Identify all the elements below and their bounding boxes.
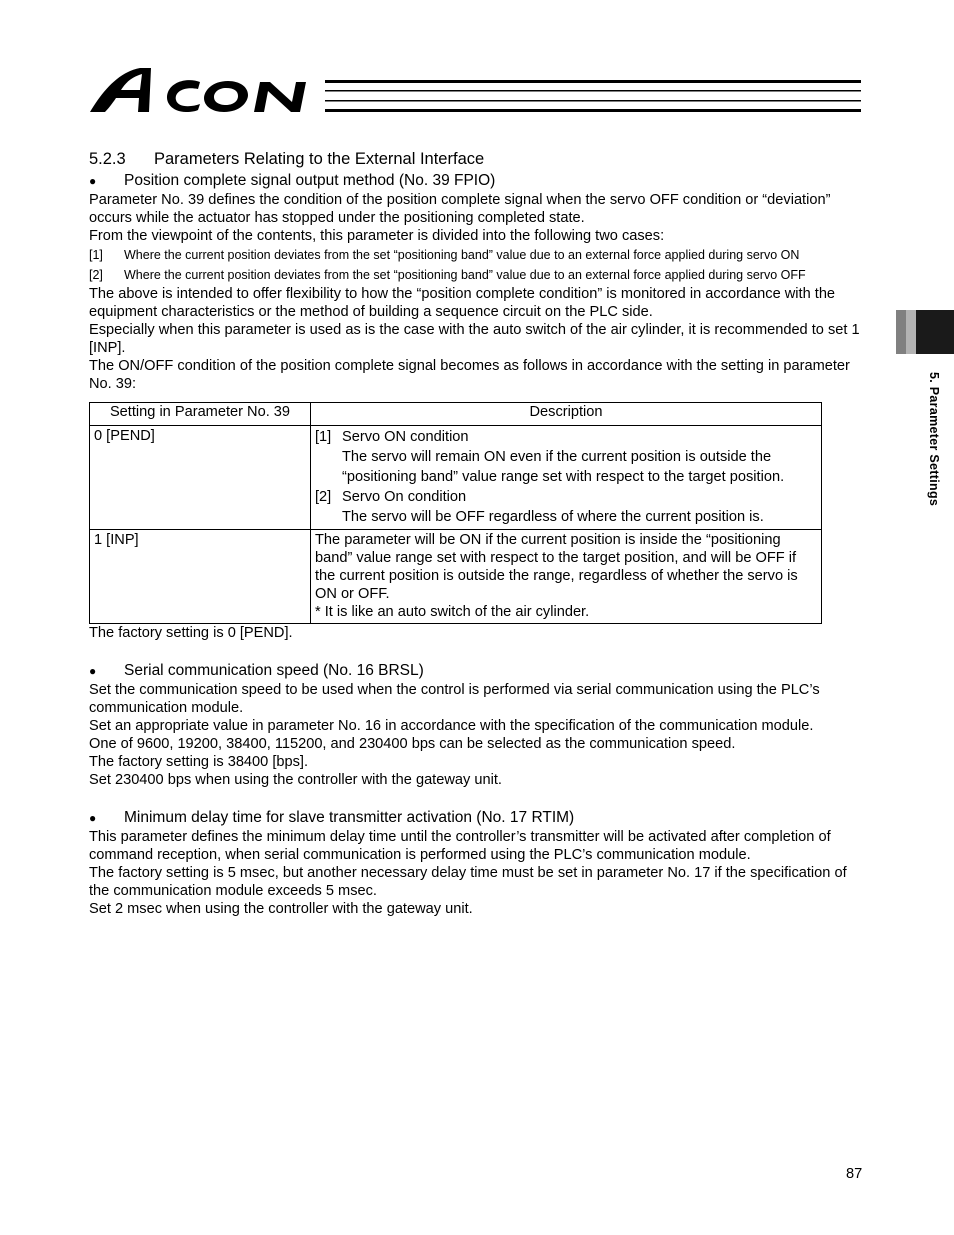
paragraph: Set an appropriate value in parameter No. 16 in accordance with the specification of the communication module. <box>89 718 814 734</box>
paragraph: Parameter No. 39 defines the condition of the position complete signal when the servo OFF condition or “deviation” occurs while the actuator has stopped under the positioning completed state. <box>89 192 831 226</box>
paragraph: The above is intended to offer flexibility to how the “position complete condition” is monitored in accordance with the equipment characteristics or the method of building a sequence circuit on the PLC side. <box>89 286 836 320</box>
page-content <box>89 148 869 918</box>
acon-logo <box>88 64 333 116</box>
rtim-heading <box>89 808 869 828</box>
paragraph: Set 2 msec when using the controller with the gateway unit. <box>89 901 473 917</box>
rtim-heading-text: Minimum delay time for slave transmitter activation (No. 17 RTIM) <box>124 809 575 826</box>
bullet-icon: ● <box>89 174 97 188</box>
section-title: Parameters Relating to the External Interface <box>154 150 485 168</box>
table-header-row <box>90 403 822 426</box>
sub-item-tag: [2] <box>315 489 332 505</box>
chapter-tab-marker <box>896 310 954 354</box>
sub-item <box>315 487 817 507</box>
factory-setting-note: The factory setting is 0 [PEND]. <box>89 625 293 641</box>
table-cell-description <box>311 530 822 624</box>
sub-item-title: Servo On condition <box>342 489 467 505</box>
page-number: 87 <box>846 1166 863 1182</box>
header-rule-lines <box>325 80 861 112</box>
paragraph: From the viewpoint of the contents, this parameter is divided into the following two cases: <box>89 228 665 244</box>
chapter-tab-mid <box>906 310 916 354</box>
sub-item <box>315 427 817 447</box>
case-tag: [1] <box>89 248 103 262</box>
case-item <box>89 265 869 285</box>
case-text: Where the current position deviates from the set “positioning band” value due to an external force applied during servo OFF <box>124 268 806 282</box>
paragraph: Set 230400 bps when using the controller with the gateway unit. <box>89 772 502 788</box>
case-text: Where the current position deviates from the set “positioning band” value due to an external force applied during servo ON <box>124 248 800 262</box>
sub-item-text: “positioning band” value range set with respect to the target position. <box>342 469 785 485</box>
bullet-icon: ● <box>89 811 97 825</box>
paragraph: The ON/OFF condition of the position complete signal becomes as follows in accordance with the setting in parameter No. 39: <box>89 358 850 392</box>
case-item <box>89 245 869 265</box>
chapter-side-label: 5. Parameter Settings <box>927 372 941 507</box>
case-tag: [2] <box>89 268 103 282</box>
brsl-heading <box>89 661 869 681</box>
row-description: The parameter will be ON if the current position is inside the “positioning band” value range set with respect to the target position, and will be OFF if the current position is outside the range, regardless of whether the servo is ON or OFF. <box>315 532 798 602</box>
table-header-setting: Setting in Parameter No. 39 <box>90 403 311 426</box>
brsl-heading-text: Serial communication speed (No. 16 BRSL) <box>124 662 424 679</box>
sub-item-tag: [1] <box>315 429 332 445</box>
section-heading <box>89 148 869 170</box>
table-header-description: Description <box>311 403 822 426</box>
section-number: 5.2.3 <box>89 150 126 168</box>
fpio-heading-text: Position complete signal output method (No. 39 FPIO) <box>124 172 496 189</box>
chapter-tab-dark <box>916 310 954 354</box>
fpio-settings-table <box>89 402 822 624</box>
table-cell-setting: 1 [INP] <box>90 530 311 624</box>
case-list <box>89 245 869 285</box>
paragraph: The factory setting is 38400 [bps]. <box>89 754 309 770</box>
table-cell-setting: 0 [PEND] <box>90 426 311 530</box>
fpio-heading <box>89 171 869 191</box>
paragraph: This parameter defines the minimum delay time until the controller’s transmitter will be activated after completion of command reception, when serial communication is performed using the PLC’s communication module. <box>89 829 831 863</box>
table-row <box>90 530 822 624</box>
paragraph: Especially when this parameter is used as is the case with the auto switch of the air cylinder, it is recommended to set 1 [INP]. <box>89 322 860 356</box>
sub-item-text: The servo will be OFF regardless of where the current position is. <box>342 509 764 525</box>
sub-item-text: The servo will remain ON even if the current position is outside the <box>342 449 772 465</box>
row-note: * It is like an auto switch of the air cylinder. <box>315 604 590 620</box>
table-cell-description <box>311 426 822 530</box>
paragraph: Set the communication speed to be used when the control is performed via serial communication using the PLC’s communication module. <box>89 682 820 716</box>
bullet-icon: ● <box>89 664 97 678</box>
chapter-tab-light <box>896 310 906 354</box>
paragraph: One of 9600, 19200, 38400, 115200, and 230400 bps can be selected as the communication speed. <box>89 736 736 752</box>
table-row <box>90 426 822 530</box>
paragraph: The factory setting is 5 msec, but another necessary delay time must be set in parameter No. 17 if the specification of the communication module exceeds 5 msec. <box>89 865 847 899</box>
sub-item-title: Servo ON condition <box>342 429 469 445</box>
